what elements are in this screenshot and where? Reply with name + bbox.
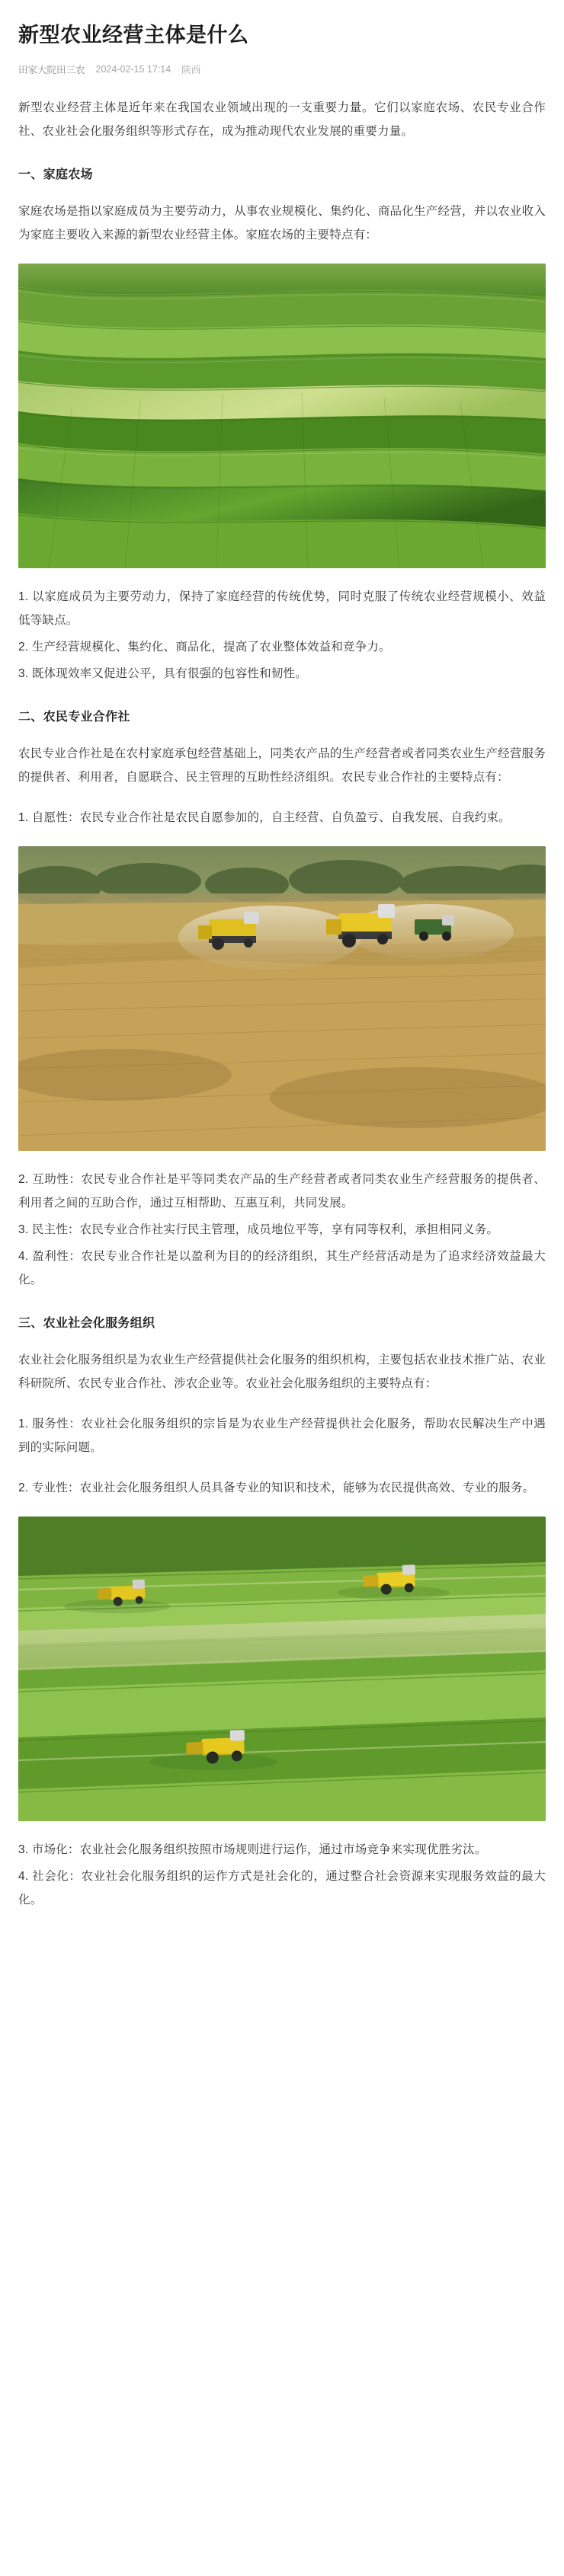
meta-date: 2024-02-15 17:14 — [95, 64, 171, 75]
list-item: 3. 民主性：农民专业合作社实行民主管理，成员地位平等，享有同等权利，承担相同义务。 — [18, 1223, 499, 1237]
section-3-point-1: 1. 服务性：农业社会化服务组织的宗旨是为农业生产经营提供社会化服务，帮助农民解决生产中遇到的实际问题。 — [18, 1417, 546, 1455]
article-meta — [18, 62, 546, 76]
section-3-points — [18, 1838, 546, 1912]
figure-aerial-view-farm-machinery-green-field — [18, 1517, 546, 1821]
list-item: 4. 盈利性：农民专业合作社是以盈利为目的的经济组织，其生产经营活动是为了追求经济效益最大化。 — [18, 1250, 546, 1287]
section-3-point-2: 2. 专业性：农业社会化服务组织人员具备专业的知识和技术，能够为农民提供高效、专业的服务。 — [18, 1481, 535, 1495]
figure-terraced-rice-paddy-fields — [18, 264, 546, 568]
list-item: 2. 互助性：农民专业合作社是平等同类农产品的生产经营者或者同类农业生产经营服务的提供者、利用者之间的互助合作，通过互相帮助、互惠互利，共同发展。 — [18, 1173, 546, 1210]
section-2-point-1: 1. 自愿性：农民专业合作社是农民自愿参加的，自主经营、自负盈亏、自我发展、自我约束。 — [18, 811, 511, 825]
section-1-points — [18, 585, 546, 686]
list-item: 3. 市场化：农业社会化服务组织按照市场规则进行运作，通过市场竞争来实现优胜劣汰。 — [18, 1843, 487, 1857]
section-heading-3: 三、农业社会化服务组织 — [18, 1317, 155, 1331]
section-1-lead: 家庭农场是指以家庭成员为主要劳动力，从事农业规模化、集约化、商品化生产经营，并以农业收入为家庭主要收入来源的新型农业经营主体。家庭农场的主要特点有： — [18, 205, 546, 242]
list-item: 4. 社会化：农业社会化服务组织的运作方式是社会化的，通过整合社会资源来实现服务效益的最大化。 — [18, 1870, 546, 1907]
section-heading-2: 二、农民专业合作社 — [18, 711, 130, 724]
list-item: 2. 生产经营规模化、集约化、商品化，提高了农业整体效益和竞争力。 — [18, 641, 391, 654]
figure-wheat-harvest-combine-harvesters — [18, 846, 546, 1151]
page-title: 新型农业经营主体是什么 — [18, 24, 249, 46]
list-item: 3. 既体现效率又促进公平，具有很强的包容性和韧性。 — [18, 667, 307, 681]
section-3-lead: 农业社会化服务组织是为农业生产经营提供社会化服务的组织机构，主要包括农业技术推广站、农业科研院所、农民专业合作社、涉农企业等。农业社会化服务组织的主要特点有： — [18, 1354, 546, 1391]
meta-region: 陕西 — [181, 65, 201, 76]
section-heading-1: 一、家庭农场 — [18, 168, 93, 182]
meta-author[interactable]: 田家大院田三农 — [18, 65, 85, 76]
section-2-lead: 农民专业合作社是在农村家庭承包经营基础上，同类农产品的生产经营者或者同类农业生产经营服务的提供者、利用者，自愿联合、民主管理的互助性经济组织。农民专业合作社的主要特点有： — [18, 747, 546, 785]
intro-paragraph: 新型农业经营主体是近年来在我国农业领域出现的一支重要力量。它们以家庭农场、农民专业合作社、农业社会化服务组织等形式存在，成为推动现代农业发展的重要力量。 — [18, 101, 546, 139]
list-item: 1. 以家庭成员为主要劳动力，保持了家庭经营的传统优势，同时克服了传统农业经营规模小、效益低等缺点。 — [18, 590, 546, 628]
section-2-points — [18, 1168, 546, 1292]
